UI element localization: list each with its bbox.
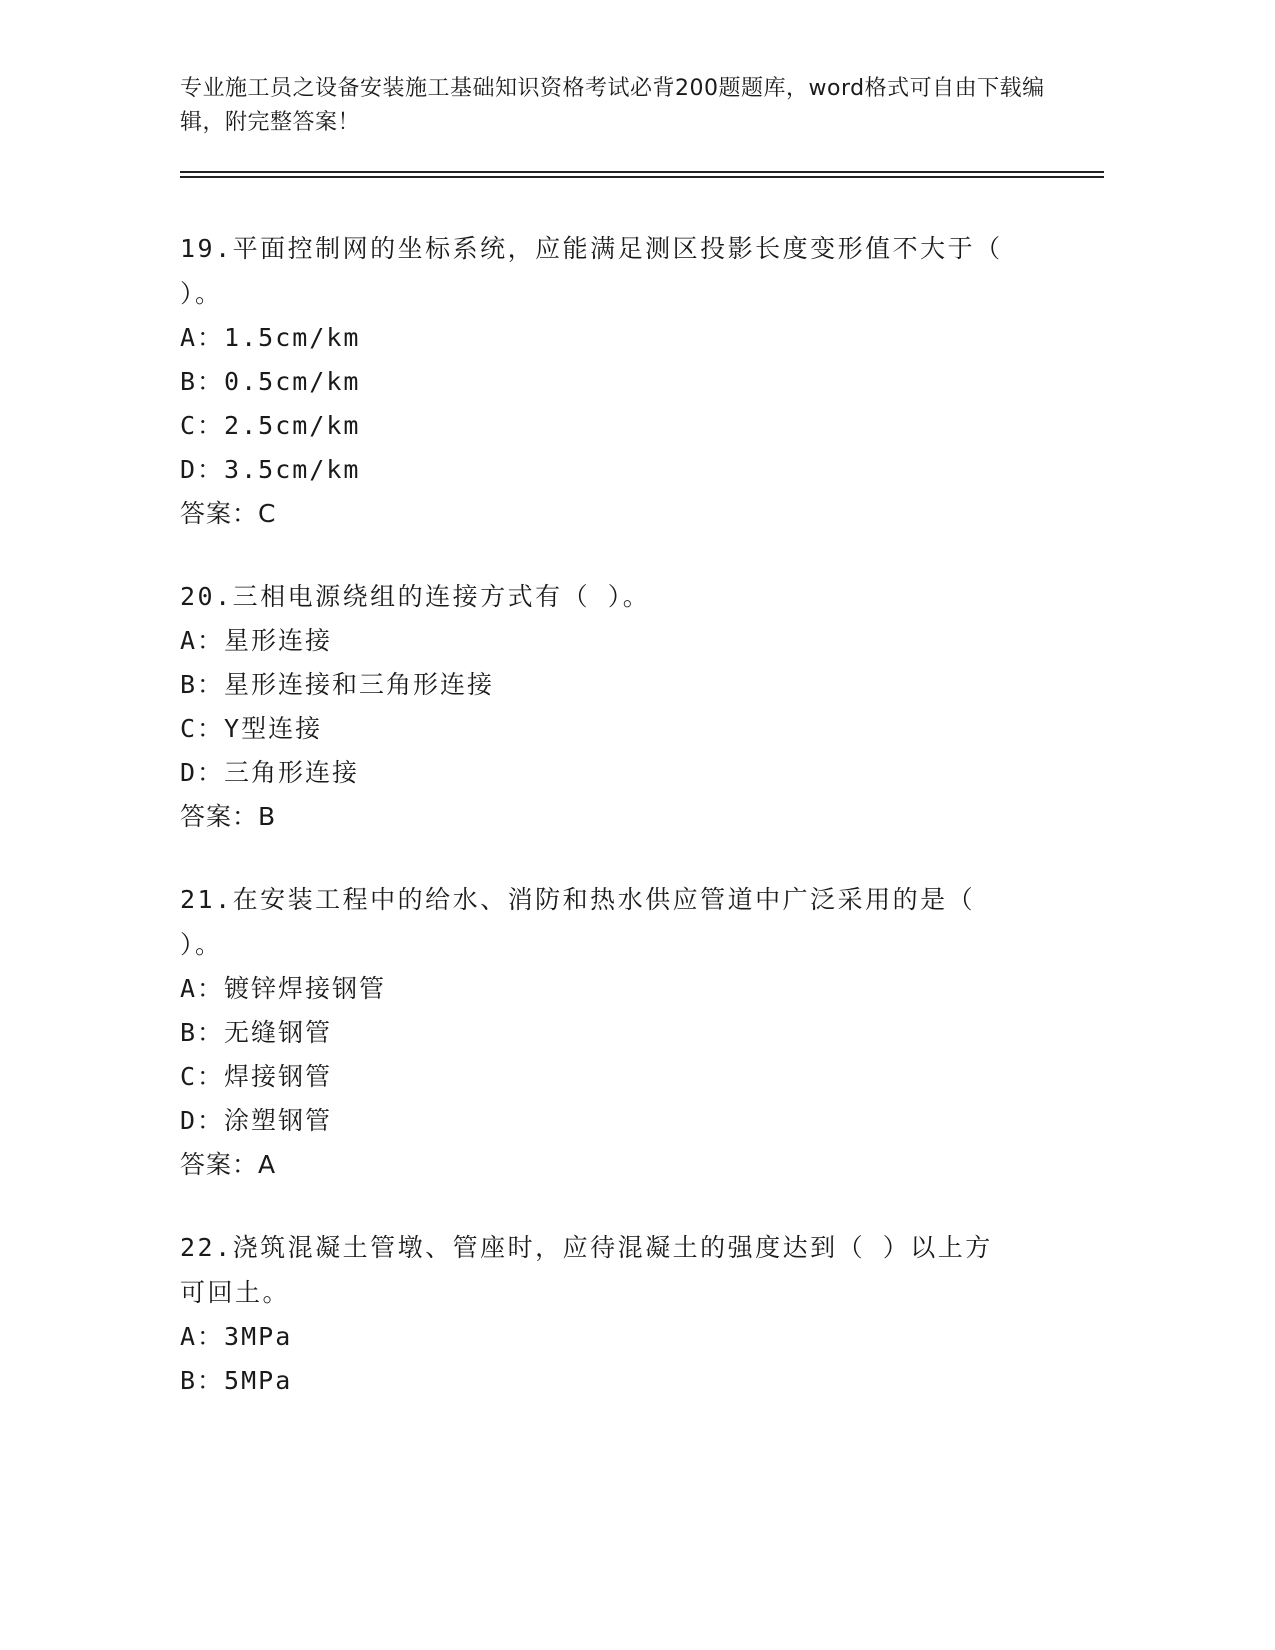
- question-stem: 22.浇筑混凝土管墩、管座时，应待混凝土的强度达到（ ）以上方可回土。: [180, 1233, 993, 1307]
- option-a: A：星形连接: [180, 626, 333, 655]
- document-header: 专业施工员之设备安装施工基础知识资格考试必背200题题库，word格式可自由下载编辑，附完整答案！: [180, 76, 1045, 135]
- option-a: A：3MPa: [180, 1322, 293, 1351]
- option-c: C：Y型连接: [180, 714, 323, 743]
- option-c: C：焊接钢管: [180, 1062, 333, 1091]
- answer-line: 答案：A: [180, 1150, 277, 1179]
- option-a: A：1.5cm/km: [180, 323, 361, 352]
- question-stem: 21.在安装工程中的给水、消防和热水供应管道中广泛采用的是（ ）。: [180, 885, 976, 959]
- option-c: C：2.5cm/km: [180, 411, 361, 440]
- option-b: B：无缝钢管: [180, 1018, 333, 1047]
- question-22: [180, 1225, 1020, 1403]
- option-b: B：5MPa: [180, 1366, 293, 1395]
- question-21: [180, 877, 1020, 1187]
- option-d: D：涂塑钢管: [180, 1106, 333, 1135]
- option-b: B：星形连接和三角形连接: [180, 670, 495, 699]
- question-list: [180, 226, 1020, 1441]
- option-a: A：镀锌焊接钢管: [180, 974, 387, 1003]
- answer-line: 答案：B: [180, 802, 277, 831]
- option-d: D：3.5cm/km: [180, 455, 361, 484]
- question-stem: 19.平面控制网的坐标系统，应能满足测区投影长度变形值不大于（ ）。: [180, 234, 1003, 308]
- option-b: B：0.5cm/km: [180, 367, 361, 396]
- header-divider-bottom: [180, 176, 1104, 178]
- question-19: [180, 226, 1020, 536]
- question-stem: 20.三相电源绕组的连接方式有（ ）。: [180, 582, 651, 611]
- option-d: D：三角形连接: [180, 758, 360, 787]
- answer-line: 答案：C: [180, 499, 277, 528]
- question-20: [180, 574, 1020, 839]
- header-divider-top: [180, 171, 1104, 173]
